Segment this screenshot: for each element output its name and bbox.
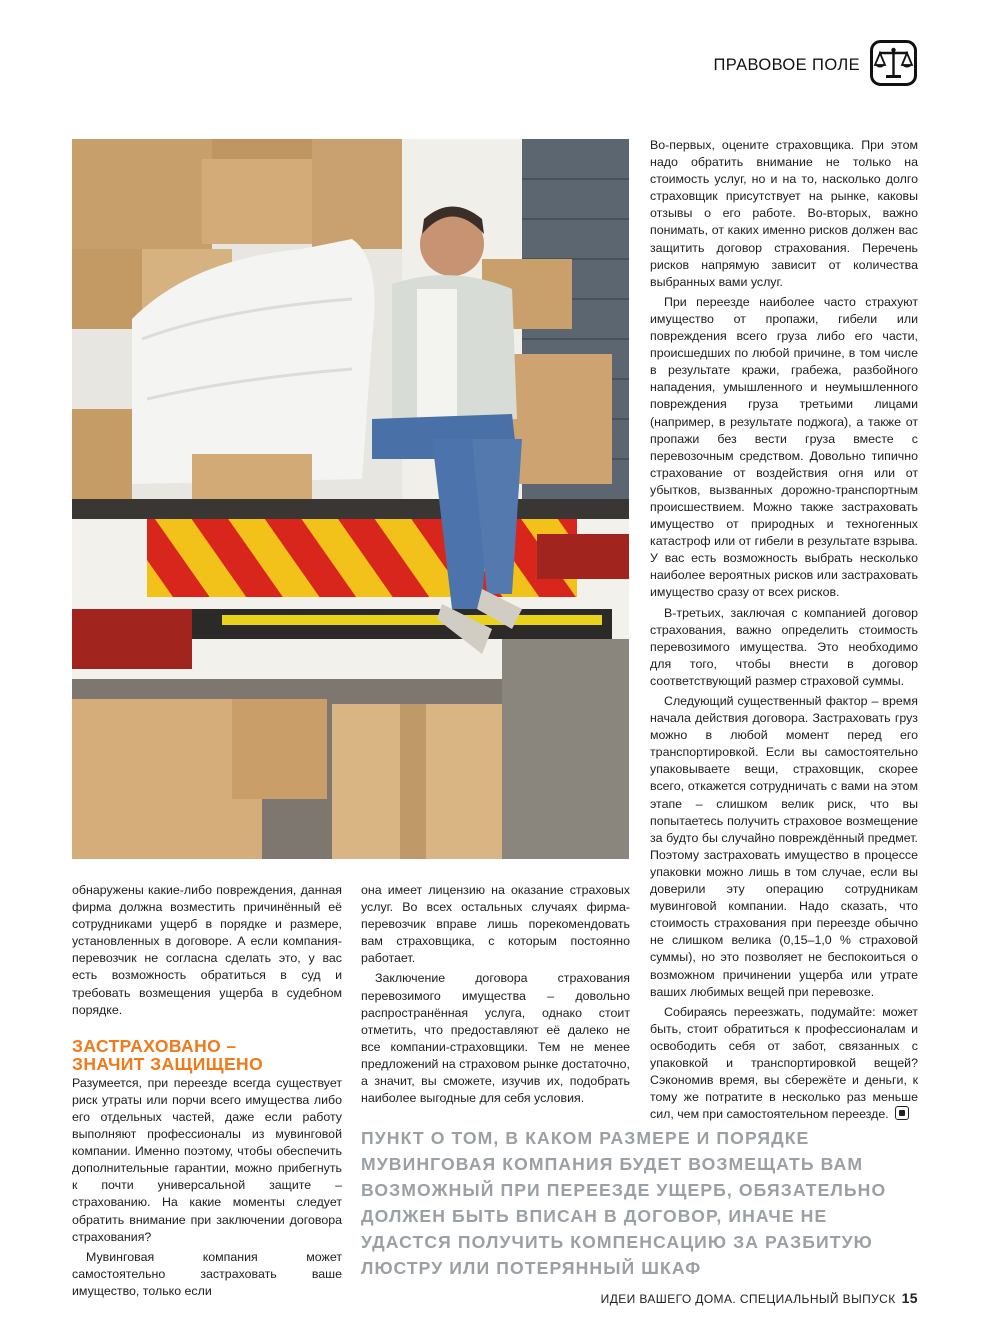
paragraph: В-третьих, заключая с компанией договор страхования, важно определить стоимость перевозимого имущества. Это необходимо для того, чтобы внести в договор соответствующий размер страховой суммы. [650,605,918,688]
moving-truck-photo [72,139,629,859]
section-label: ПРАВОВОЕ ПОЛЕ [713,56,860,74]
subheading-line: ЗНАЧИТ ЗАЩИЩЕНО [72,1053,264,1074]
paragraph: Следующий существенный фактор – время начала действия договора. Застраховать груз можно в любой момент перед его транспортировкой. Если вы самостоятельно упаковываете вещи, страховщик, скорее всего, откажется сотрудничать с вами на этом этапе – слишком велик риск, что вы попытаетесь получить страховое возмещение за будто бы случайно повреждённый предмет. Поэтому застраховать имущество в процессе упаковки можно лишь в том случае, если вы доверили эту операцию сотрудникам мувинговой компании. Надо сказать, что стоимость страхования при переезде обычно не слишком велика (0,15–1,0 % страховой суммы), но это позволяет не беспокоиться о возможном причинении ущерба или утрате ваших любимых вещей при перевозке. [650,694,918,999]
scales-icon [870,40,917,86]
page-number: 15 [901,1290,918,1306]
article-left-column [72,882,342,1300]
paragraph: Заключение договора страхования перевозимого имущества – довольно распространённая услуга, однако стоит отметить, что предоставляют её далеко не все компании-страховщики. Тем не менее предложений на страховом рынке достаточно, а значит, вы сможете, изучив их, подобрать наиболее выгодные для себя условия. [361,971,630,1106]
subheading-line: ЗАСТРАХОВАНО – [72,1035,237,1056]
paragraph-text: Собираясь переезжать, подумайте: может быть, стоит обратиться к профессионалам и освободить себя от забот, связанных с упаковкой и транспортировкой вещей? Сэкономив время, вы сбережёте и деньги, к тому же потратите в несколько раз меньше сил, чем при самостоятельном переезде. [650,1004,918,1122]
paragraph: При переезде наиболее часто страхуют имущество от пропажи, гибели или повреждения всего груза либо его части, происшедших по любой причине, в том числе в результате кражи, грабежа, разбойного нападения, умышленного и неумышленного повреждения груза третьими лицами (например, в результате поджога), а также от пропажи без вести груза вместе с перевозочным средством. Довольно типично страхование от воздействия огня или от убытков, вызванных дорожно-транспортным происшествием. Можно также застраховать имущество от природных и техногенных катастроф или от гибели в результате взрыва. У вас есть возможность выбрать несколько наиболее вероятных рисков или застраховать имущество сразу от всех рисков. [650,294,918,600]
paragraph: Во-первых, оцените страховщика. При этом надо обратить внимание не только на стоимость услуг, но и на то, насколько долго страховщик присутствует на рынке, каковы отзывы о его работе. Во-вторых, важно понимать, от каких именно рисков должен вас защитить договор страхования. Перечень рисков напрямую зависит от количества выбранных вами услуг. [650,138,918,289]
article-middle-column [361,882,630,1107]
page-footer [601,1290,918,1306]
paragraph: обнаружены какие-либо повреждения, данная фирма должна возместить причинённый её сотрудниками ущерб в порядке и размере, установленных в договоре. А если компания-перевозчик не согласна сделать это, у вас есть возможность обратиться в суд и требовать возмещения ущерба в судебном порядке. [72,883,342,1017]
paragraph-final [650,1004,918,1124]
end-of-article-icon [895,1106,909,1120]
paragraph: Мувинговая компания может самостоятельно застраховать ваше имущество, только если [72,1249,342,1298]
paragraph: Разумеется, при переезде всегда существует риск утраты или порчи всего имущества либо его отдельных частей, даже если работу выполняют профессионалы из мувинговой компании. Именно поэтому, чтобы обеспечить дополнительные гарантии, можно прибегнуть к почти универсальной защите – страхованию. На какие моменты следует обратить внимание при заключении договора страхования? [72,1075,342,1244]
paragraph: она имеет лицензию на оказание страховых услуг. Во всех остальных случаях фирма-перевозчик вправе лишь порекомендовать вам страховщика, с которым постоянно работает. [361,883,630,966]
article-right-column [650,137,918,1123]
magazine-title: ИДЕИ ВАШЕГО ДОМА. СПЕЦИАЛЬНЫЙ ВЫПУСК [600,1292,896,1306]
subheading [72,1037,342,1073]
pull-quote: ПУНКТ О ТОМ, В КАКОМ РАЗМЕРЕ И ПОРЯДКЕ МУВИНГОВАЯ КОМПАНИЯ БУДЕТ ВОЗМЕЩАТЬ ВАМ ВОЗМОЖНЫЙ ПРИ ПЕРЕЕЗДЕ УЩЕРБ, ОБЯЗАТЕЛЬНО ДОЛЖЕН БЫТЬ ВПИСАН В ДОГОВОР, ИНАЧЕ НЕ УДАСТСЯ ПОЛУЧИТЬ КОМПЕНСАЦИЮ ЗА РАЗБИТУЮ ЛЮСТРУ ИЛИ ПОТЕРЯННЫЙ ШКАФ [361,1128,887,1278]
